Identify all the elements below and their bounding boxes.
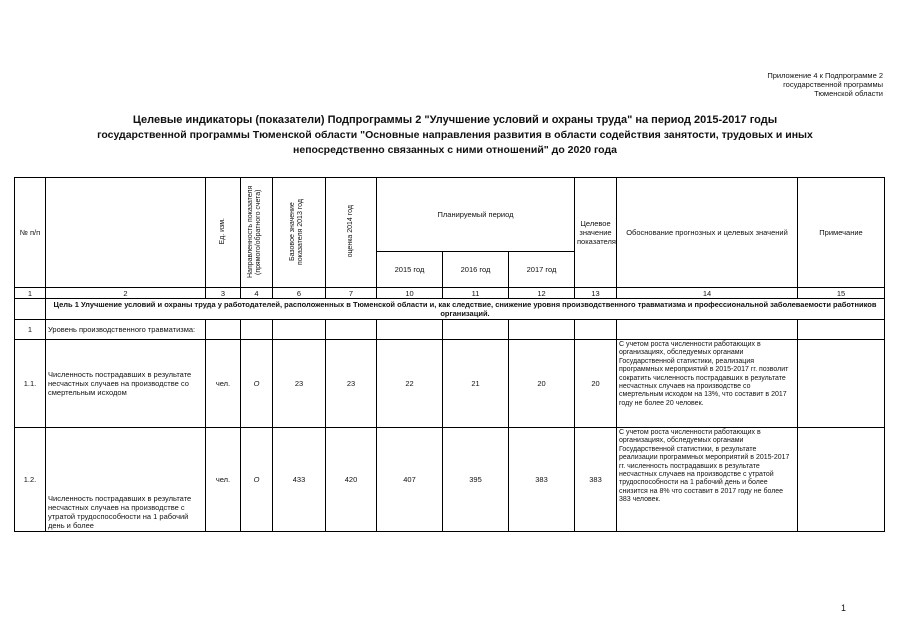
appendix-reference	[713, 71, 883, 98]
header-justification: Обоснование прогнозных и целевых значений	[617, 178, 798, 288]
row-2017: 383	[509, 428, 575, 532]
header-row	[15, 178, 885, 252]
header-unit: Ед. изм.	[206, 178, 241, 288]
colnum: 4	[241, 288, 273, 299]
row-target: 383	[575, 428, 617, 532]
colnum: 7	[326, 288, 377, 299]
appendix-line-3: Тюменской области	[814, 89, 883, 98]
appendix-line-1: Приложение 4 к Подпрограмме 2	[767, 71, 883, 80]
table-row	[15, 428, 885, 532]
indicators-table	[14, 177, 885, 532]
header-direction: Направленность показателя (прямого/обратного счета)	[241, 178, 273, 288]
header-planned: Планируемый период	[377, 178, 575, 252]
row-num: 1.1.	[15, 340, 46, 428]
row-2016: 395	[443, 428, 509, 532]
row-estimate: 420	[326, 428, 377, 532]
colnum: 13	[575, 288, 617, 299]
section-name: Уровень производственного травматизма:	[46, 320, 206, 340]
row-note	[798, 428, 885, 532]
header-note: Примечание	[798, 178, 885, 288]
row-num: 1.2.	[15, 428, 46, 532]
goal-row	[15, 299, 885, 320]
header-estimate: оценка 2014 год	[326, 178, 377, 288]
row-justification: С учетом роста численности работающих в организациях, обследуемых органами Государственной статистики, в результате реализации программных мероприятий в 2015-2017 гг. численность пострадавших в результате несчастных случаев на производстве с утратой трудоспособности на 1 рабочий день и более снизится на 8% что составит в 2017 году не более 383 человек.	[617, 428, 798, 532]
row-2016: 21	[443, 340, 509, 428]
row-name: Численность пострадавших в результате несчастных случаев на производстве с утратой трудоспособности на 1 рабочий день и более	[46, 428, 206, 532]
header-num: № п/п	[15, 178, 46, 288]
colnum: 10	[377, 288, 443, 299]
table-row	[15, 340, 885, 428]
row-base: 23	[273, 340, 326, 428]
appendix-line-2: государственной программы	[783, 80, 883, 89]
row-direction: О	[241, 340, 273, 428]
row-2015: 22	[377, 340, 443, 428]
row-2017: 20	[509, 340, 575, 428]
row-note	[798, 340, 885, 428]
title-line-3: непосредственно связанных с ними отношений" до 2020 года	[293, 144, 617, 156]
row-2015: 407	[377, 428, 443, 532]
row-name: Численность пострадавших в результате несчастных случаев на производстве со смертельным исходом	[46, 340, 206, 428]
title-line-2: государственной программы Тюменской области "Основные направления развития в области содействия занятости, трудовых и иных	[97, 129, 813, 141]
colnum: 12	[509, 288, 575, 299]
colnum: 14	[617, 288, 798, 299]
row-target: 20	[575, 340, 617, 428]
row-estimate: 23	[326, 340, 377, 428]
row-unit: чел.	[206, 428, 241, 532]
section-num: 1	[15, 320, 46, 340]
colnum: 15	[798, 288, 885, 299]
header-name	[46, 178, 206, 288]
page-number: 1	[840, 603, 846, 613]
header-2017: 2017 год	[509, 252, 575, 288]
header-target: Целевое значение показателя	[575, 178, 617, 288]
row-direction: О	[241, 428, 273, 532]
goal-text: Цель 1 Улучшение условий и охраны труда у работодателей, расположенных в Тюменской области и, как следствие, снижение уровня производственного травматизма и профессиональной заболеваемости работников организаций.	[46, 299, 885, 320]
header-2015: 2015 год	[377, 252, 443, 288]
column-numbers-row	[15, 288, 885, 299]
colnum: 6	[273, 288, 326, 299]
colnum: 2	[46, 288, 206, 299]
section-row	[15, 320, 885, 340]
colnum: 1	[15, 288, 46, 299]
header-base: Базовое значение показателя 2013 год	[273, 178, 326, 288]
goal-empty-cell	[15, 299, 46, 320]
colnum: 11	[443, 288, 509, 299]
title-line-1: Целевые индикаторы (показатели) Подпрограммы 2 "Улучшение условий и охраны труда" на период 2015-2017 годы	[132, 114, 778, 126]
row-unit: чел.	[206, 340, 241, 428]
colnum: 3	[206, 288, 241, 299]
document-title	[60, 113, 850, 158]
row-justification: С учетом роста численности работающих в организациях, обследуемых органами Государственной статистики, реализация программных мероприятий в 2015-2017 гг. позволит сократить численность пострадавших в результате несчастных случаев на производстве со смертельным исходом на 13%, что составит в 2017 году не более 20 человек.	[617, 340, 798, 428]
header-2016: 2016 год	[443, 252, 509, 288]
row-base: 433	[273, 428, 326, 532]
